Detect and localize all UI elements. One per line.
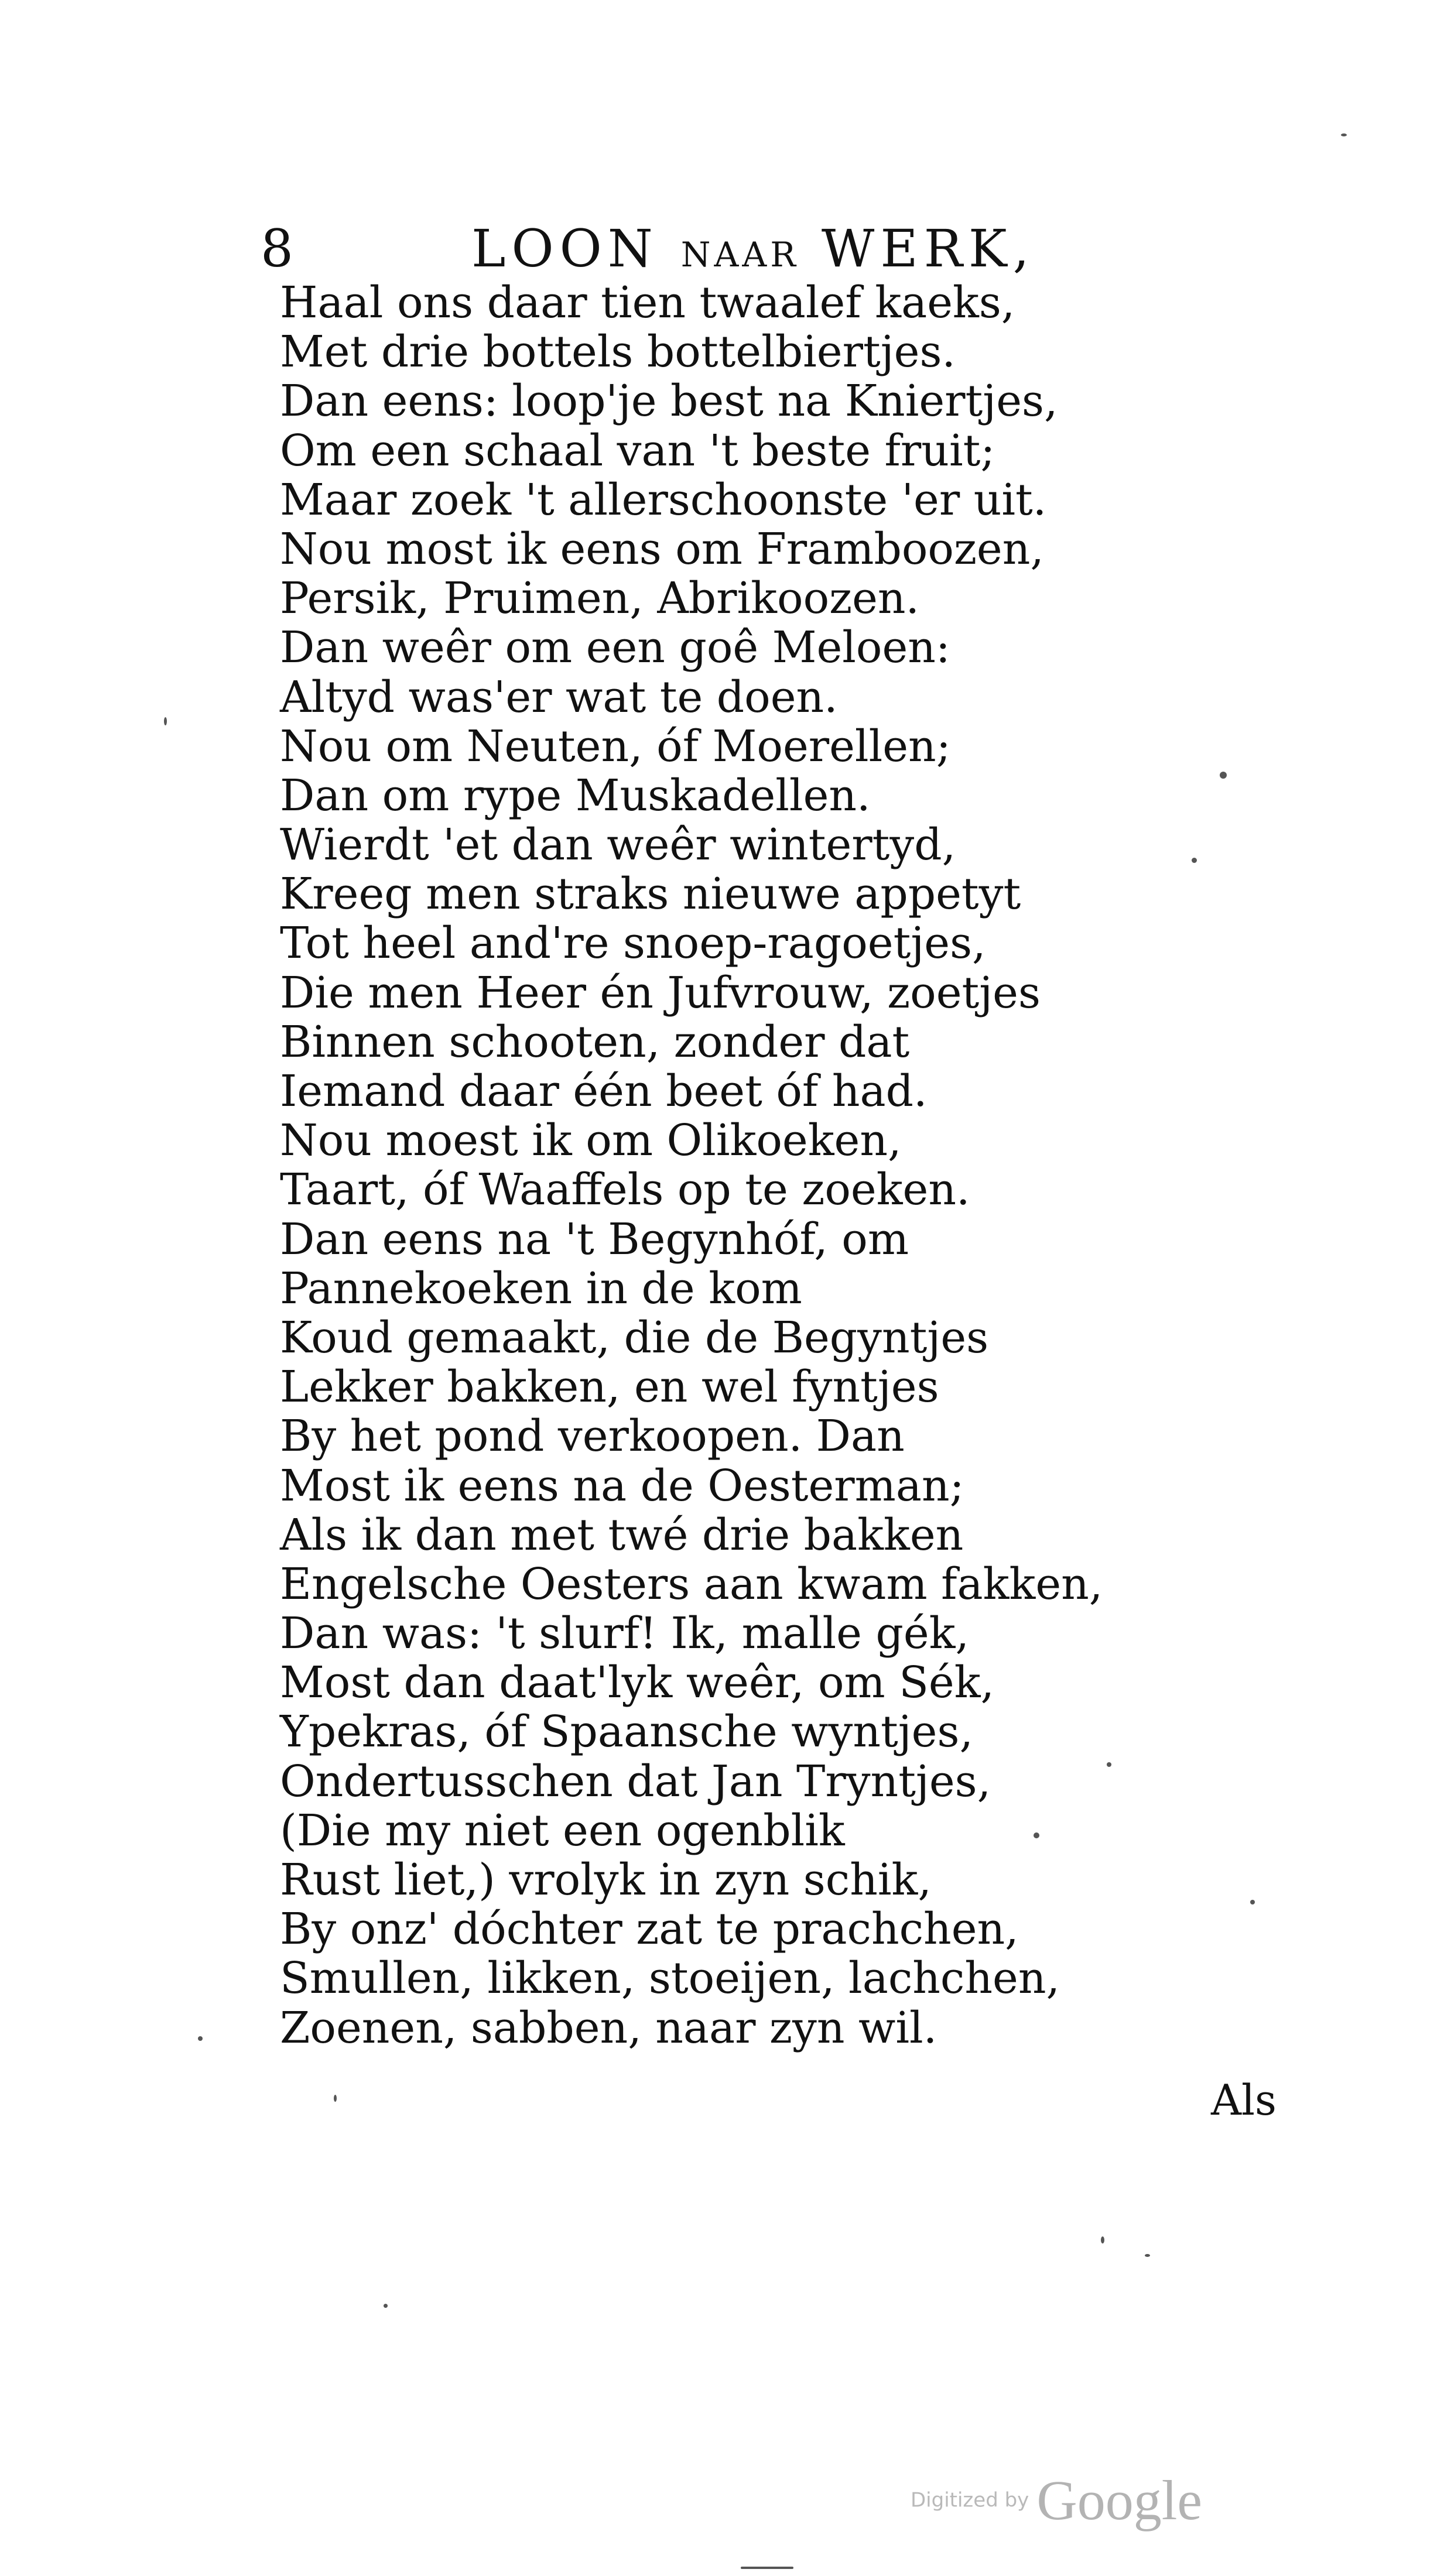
verse-line: Die men Heer én Jufvrouw, zoetjes: [280, 967, 1041, 1018]
verse-line: Dan om rype Muskadellen.: [280, 770, 871, 821]
verse-line: Maar zoek 't allerschoonste 'er uit.: [280, 474, 1047, 525]
verse-line: Pannekoeken in de kom: [280, 1263, 802, 1314]
ink-speck: [334, 2095, 337, 2102]
digitized-by-google-watermark: [911, 2468, 1202, 2532]
verse-line: Haal ons daar tien twaalef kaeks,: [280, 278, 1015, 328]
verse-line: Wierdt 'et dan weêr wintertyd,: [280, 820, 956, 871]
verse-line: Dan eens na 't Begynhóf, om: [280, 1214, 909, 1265]
verse-line: Persik, Pruimen, Abrikoozen.: [280, 573, 920, 624]
ink-speck: [1250, 1900, 1255, 1904]
ink-speck: [1220, 772, 1227, 779]
verse-line: Dan was: 't slurf! Ik, malle gék,: [280, 1608, 970, 1659]
verse-line: Smullen, likken, stoeijen, lachchen,: [280, 1953, 1060, 2004]
verse-line: Ondertusschen dat Jan Tryntjes,: [280, 1756, 991, 1807]
verse-line: Nou moest ik om Olikoeken,: [280, 1115, 902, 1166]
digitized-by-label: Digitized by: [911, 2488, 1029, 2512]
verse-line: By onz' dóchter zat te prachchen,: [280, 1904, 1019, 1955]
verse-line: Ypekras, óf Spaansche wyntjes,: [280, 1707, 973, 1758]
ink-speck: [198, 2036, 203, 2041]
catchword: Als: [1211, 2075, 1277, 2125]
running-title: [471, 217, 1035, 287]
verse-line: Engelsche Oesters aan kwam fakken,: [280, 1558, 1103, 1609]
verse-line: Kreeg men straks nieuwe appetyt: [280, 869, 1021, 920]
verse-line: Dan eens: loop'je best na Kniertjes,: [280, 376, 1058, 427]
verse-line: Altyd was'er wat te doen.: [280, 672, 838, 722]
verse-line: Iemand daar één beet óf had.: [280, 1066, 928, 1116]
ink-speck: [1145, 2254, 1150, 2257]
verse-line: Met drie bottels bottelbiertjes.: [280, 327, 956, 378]
verse-line: Zoenen, sabben, naar zyn wil.: [280, 2002, 937, 2053]
google-logo: Google: [1036, 2469, 1202, 2532]
running-title-part-3: WERK,: [821, 218, 1035, 279]
verse-line: Lekker bakken, en wel fyntjes: [280, 1362, 939, 1413]
ink-speck: [1192, 858, 1197, 863]
verse-line: Koud gemaakt, die de Begyntjes: [280, 1312, 989, 1363]
ink-speck: [741, 2567, 793, 2569]
ink-speck: [1101, 2236, 1104, 2243]
verse-line: Nou om Neuten, óf Moerellen;: [280, 721, 951, 772]
ink-speck: [384, 2304, 388, 2308]
verse-line: Nou most ik eens om Framboozen,: [280, 523, 1044, 574]
verse-line: (Die my niet een ogenblik: [280, 1805, 845, 1856]
verse-line: By het pond verkoopen. Dan: [280, 1411, 905, 1462]
verse-line: Rust liet,) vrolyk in zyn schik,: [280, 1855, 932, 1905]
verse-line: Als ik dan met twé drie bakken: [280, 1509, 964, 1560]
ink-speck: [1341, 133, 1347, 136]
ink-speck: [1034, 1832, 1039, 1838]
verse-line: Tot heel and're snoep-ragoetjes,: [280, 918, 986, 969]
running-title-part-1: LOON: [471, 218, 659, 279]
verse-text: [280, 278, 1129, 2053]
page-number: 8: [261, 218, 293, 279]
verse-line: Most dan daat'lyk weêr, om Sék,: [280, 1657, 995, 1708]
verse-line: Om een schaal van 't beste fruit;: [280, 425, 995, 476]
verse-line: Dan weêr om een goê Meloen:: [280, 622, 950, 673]
running-title-part-2: NAAR: [680, 235, 799, 275]
verse-line: Most ik eens na de Oesterman;: [280, 1460, 964, 1511]
running-header: [261, 217, 1069, 281]
verse-line: Binnen schooten, zonder dat: [280, 1016, 910, 1067]
ink-speck: [1107, 1762, 1111, 1767]
verse-line: Taart, óf Waaffels op te zoeken.: [280, 1164, 970, 1215]
ink-speck: [164, 717, 167, 725]
